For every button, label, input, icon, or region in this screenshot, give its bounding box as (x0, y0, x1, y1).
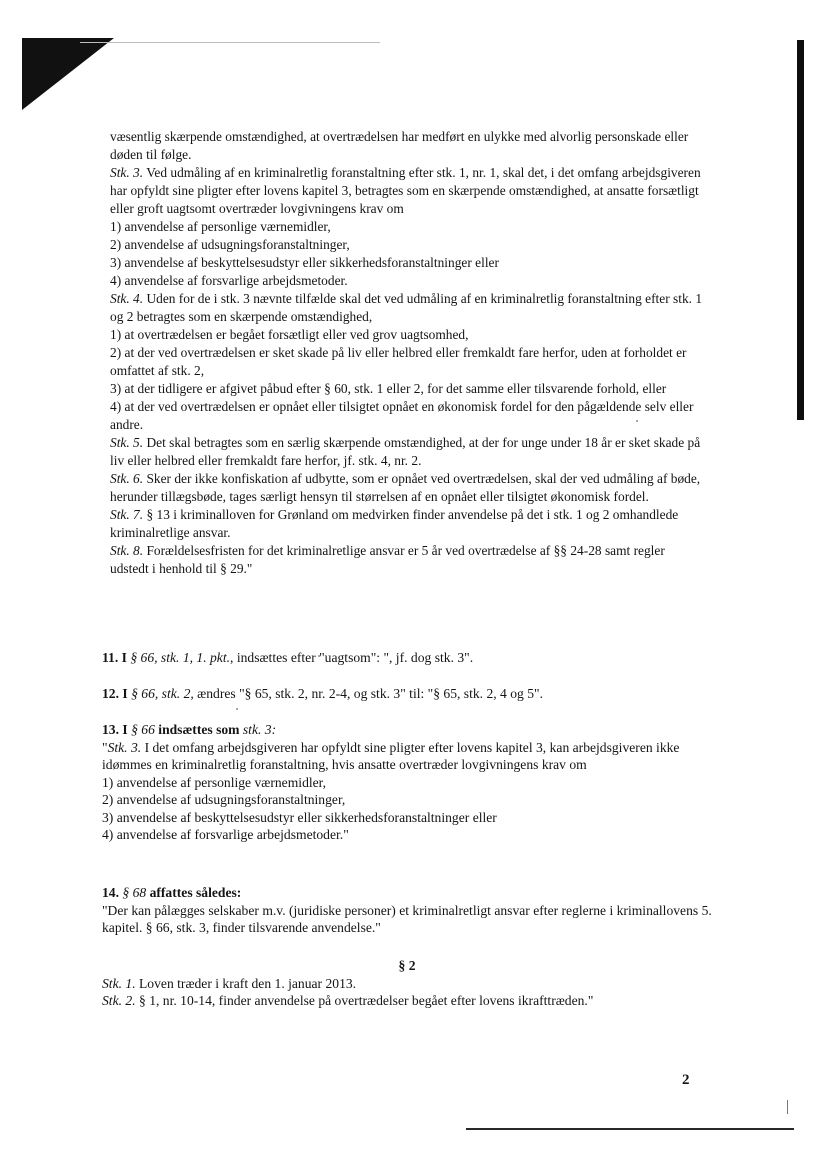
section-heading: § 2 (398, 958, 416, 973)
list-item: 4) anvendelse af forsvarlige arbejdsmetoder." (102, 827, 349, 842)
list-item: 1) at overtrædelsen er begået forsætligt eller ved grov uagtsomhed, (110, 327, 469, 342)
list-item: 3) anvendelse af beskyttelsesudstyr eller sikkerhedsforanstaltninger eller (110, 255, 499, 270)
amendment-number: 11. I (102, 650, 131, 665)
stk-label: Stk. 2. (102, 993, 136, 1008)
paragraph-text: Sker der ikke konfiskation af udbytte, som er opnået ved overtrædelsen, skal der ved udmåling af bøde, herunder tillægsbøde, tages særligt hensyn til størrelsen af en opnået eller tilsigtet økonomisk fordel. (110, 471, 701, 504)
section-reference: § 68 (122, 885, 147, 900)
stk2-paragraph (102, 992, 712, 1010)
stk7-paragraph (110, 506, 706, 542)
quoted-paragraph: "Der kan pålægges selskaber m.v. (juridiske personer) et kriminalretligt ansvar efter reglerne i kriminallovens 5. kapitel. § 66, stk. 3, finder tilsvarende anvendelse." (102, 902, 712, 935)
stk1-paragraph (102, 975, 712, 993)
list-item: 2) anvendelse af udsugningsforanstaltninger, (110, 237, 350, 252)
paragraph-text: § 1, nr. 10-14, finder anvendelse på overtrædelser begået efter lovens ikrafttræden." (135, 993, 594, 1008)
scan-top-rule (80, 42, 380, 43)
stk-label: Stk. 8. (110, 543, 144, 558)
amendment-13 (102, 721, 712, 844)
amendment-12 (102, 685, 712, 703)
paragraph-text: Forældelsesfristen for det kriminalretlige ansvar er 5 år ved overtrædelse af §§ 24-28 samt regler udstedt i henhold til § 29." (110, 543, 665, 576)
list-item: 3) at der tidligere er afgivet påbud efter § 60, stk. 1 eller 2, for det samme eller tilsvarende forhold, eller (110, 381, 667, 396)
stk-label: Stk. 7. (110, 507, 144, 522)
amendment-text: affattes således: (146, 885, 242, 900)
paragraph-text: Det skal betragtes som en særlig skærpende omstændighed, at der for unge under 18 år er sket skade på liv eller helbred eller fremkaldt fare herfor, jf. stk. 4, nr. 2. (110, 435, 701, 468)
scan-speck (236, 708, 238, 710)
paragraph-text: Uden for de i stk. 3 nævnte tilfælde skal det ved udmåling af en kriminalretlig foranstaltning efter stk. 1 og 2 betragtes som en skærpende omstændighed, (110, 291, 703, 324)
paragraph: væsentlig skærpende omstændighed, at overtrædelsen har medført en ulykke med alvorlig personskade eller døden til følge. (110, 129, 689, 162)
paragraph-text: Ved udmåling af en kriminalretlig foranstaltning efter stk. 1, nr. 1, skal det, i det omfang arbejdsgiveren har opfyldt sine pligter efter lovens kapitel 3, betragtes som en skærpende omstændighed, at ansatte forsætligt eller groft uagtsomt overtræder lovgivningens krav om (110, 165, 701, 216)
stk-label: Stk. 6. (110, 471, 144, 486)
amendment-number: 12. I (102, 686, 132, 701)
amendment-number: 14. (102, 885, 123, 900)
paragraph-text: I det omfang arbejdsgiveren har opfyldt sine pligter efter lovens kapitel 3, kan arbejdsgiveren ikke idømmes en kriminalretlig foranstaltning, hvis ansatte overtræder lovgivningens krav om (102, 739, 680, 772)
scan-bottom-rule (466, 1128, 794, 1130)
amendment-text: , indsættes efter "uagtsom": ", jf. dog stk. 3". (230, 650, 474, 665)
stk-label: Stk. 5. (110, 435, 144, 450)
stk4-paragraph (110, 290, 706, 326)
stk3-paragraph (110, 164, 706, 218)
list-item: 4) anvendelse af forsvarlige arbejdsmetoder. (110, 273, 348, 288)
amendment-14 (102, 884, 712, 937)
quoted-paragraph: "Stk. 3. I det omfang arbejdsgiveren har opfyldt sine pligter efter lovens kapitel 3, kan arbejdsgiveren ikke idømmes en kriminalretlig foranstaltning, hvis ansatte overtræder lovgivningens krav om (102, 739, 680, 772)
section-2 (102, 957, 712, 1010)
stk5-paragraph (110, 434, 706, 470)
list-item: 2) anvendelse af udsugningsforanstaltninger, (102, 792, 346, 807)
paragraph-text: § 13 i kriminalloven for Grønland om medvirken finder anvendelse på det i stk. 1 og 2 omhandlede kriminalretlige ansvar. (110, 507, 679, 540)
stk-label: Stk. 1. (102, 975, 136, 991)
stk-label: Stk. 4. (110, 291, 144, 306)
list-item: 2) at der ved overtrædelsen er sket skade på liv eller helbred eller fremkaldt fare herfor, uden at forholdet er omfattet af stk. 2, (110, 345, 687, 378)
list-item: 1) anvendelse af personlige værnemidler, (102, 774, 327, 790)
stk8-paragraph (110, 542, 706, 578)
list-item: 3) anvendelse af beskyttelsesudstyr eller sikkerhedsforanstaltninger eller (102, 809, 497, 825)
page-number: 2 (682, 1072, 690, 1088)
stk6-paragraph (110, 470, 706, 506)
scan-edge-bar (797, 40, 804, 420)
amendment-text: ændres "§ 65, stk. 2, nr. 2-4, og stk. 3" til: "§ 65, stk. 2, 4 og 5". (193, 686, 543, 701)
paragraph-text: Loven træder i kraft den 1. januar 2013. (135, 975, 357, 991)
section-reference: § 66 (131, 722, 155, 737)
quoted-provisions (110, 128, 706, 578)
amendment-number: 13. I (102, 722, 132, 737)
list-item: 1) anvendelse af personlige værnemidler, (110, 219, 331, 234)
amendment-text: indsættes som (154, 722, 243, 737)
stk-label: Stk. 3. (110, 165, 144, 180)
section-reference: § 66, stk. 1, 1. pkt. (130, 650, 231, 665)
scan-corner-mark (22, 38, 114, 110)
stk-label: Stk. 3. (107, 739, 142, 755)
amendment-11 (102, 649, 712, 667)
scan-tick-mark (787, 1100, 788, 1114)
section-reference: § 66, stk. 2, (131, 686, 194, 701)
stk-label: stk. 3: (242, 722, 277, 737)
list-item: 4) at der ved overtrædelsen er opnået eller tilsigtet opnået en økonomisk fordel for den pågældende selv eller andre. (110, 399, 694, 432)
